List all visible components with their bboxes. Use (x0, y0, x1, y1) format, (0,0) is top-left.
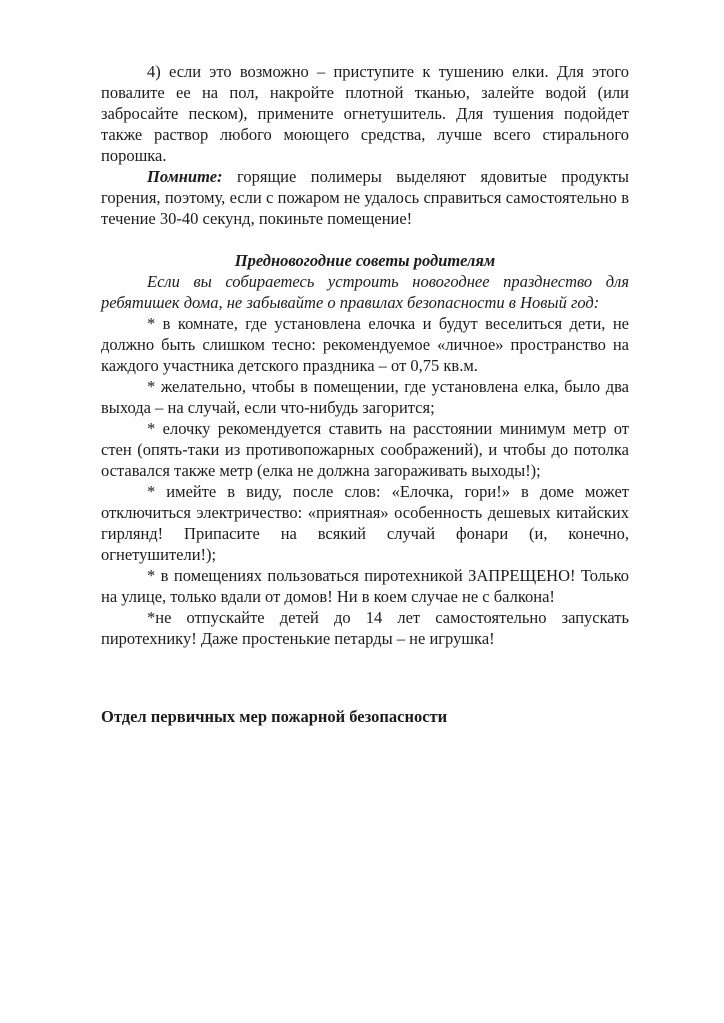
signature-department: Отдел первичных мер пожарной безопасности (101, 707, 448, 726)
tip-room-space: * в комнате, где установлена елочка и будут веселиться дети, не должно быть слишком тесно: рекомендуемое «личное» пространство на каждого участника детского праздника – от 0,75 кв.м. (101, 314, 629, 375)
tip-cheap-garlands: * имейте в виду, после слов: «Елочка, гори!» в доме может отключиться электричество: «приятная» особенность дешевых китайских гирлянд! Припасите на всякий случай фонари (и, конечно, огнетушители!); (101, 482, 629, 564)
paragraph-remember (101, 166, 629, 229)
tip-tree-distance: * елочку рекомендуется ставить на расстоянии минимум метр от стен (опять-таки из противопожарных соображений), и чтобы до потолка оставался также метр (елка не должна загораживать выходы!); (101, 419, 629, 480)
tip-pyrotechnics-forbidden: * в помещениях пользоваться пиротехникой ЗАПРЕЩЕНО! Только на улице, только вдали от домов! Ни в коем случае не с балкона! (101, 566, 629, 606)
section-heading: Предновогодние советы родителям (234, 251, 496, 270)
tip-children-under-14: *не отпускайте детей до 14 лет самостоятельно запускать пиротехнику! Даже простенькие петарды – не игрушка! (101, 608, 629, 648)
paragraph-extinguish-tree: 4) если это возможно – приступите к тушению елки. Для этого повалите ее на пол, накройте плотной тканью, залейте водой (или забросайте песком), примените огнетушитель. Для тушения подойдет также раствор любого моющего средства, лучше всего стирального порошка. (101, 62, 629, 165)
tip-two-exits: * желательно, чтобы в помещении, где установлена елка, было два выхода – на случай, если что-нибудь загорится; (101, 377, 629, 417)
remember-lead-text: Помните: (147, 167, 223, 186)
intro-paragraph: Если вы собираетесь устроить новогоднее празднество для ребятишек дома, не забывайте о правилах безопасности в Новый год: (101, 272, 629, 312)
remember-body-text: горящие полимеры выделяют ядовитые продукты горения, поэтому, если с пожаром не удалось справиться самостоятельно в течение 30-40 секунд, покиньте помещение! (101, 167, 629, 228)
